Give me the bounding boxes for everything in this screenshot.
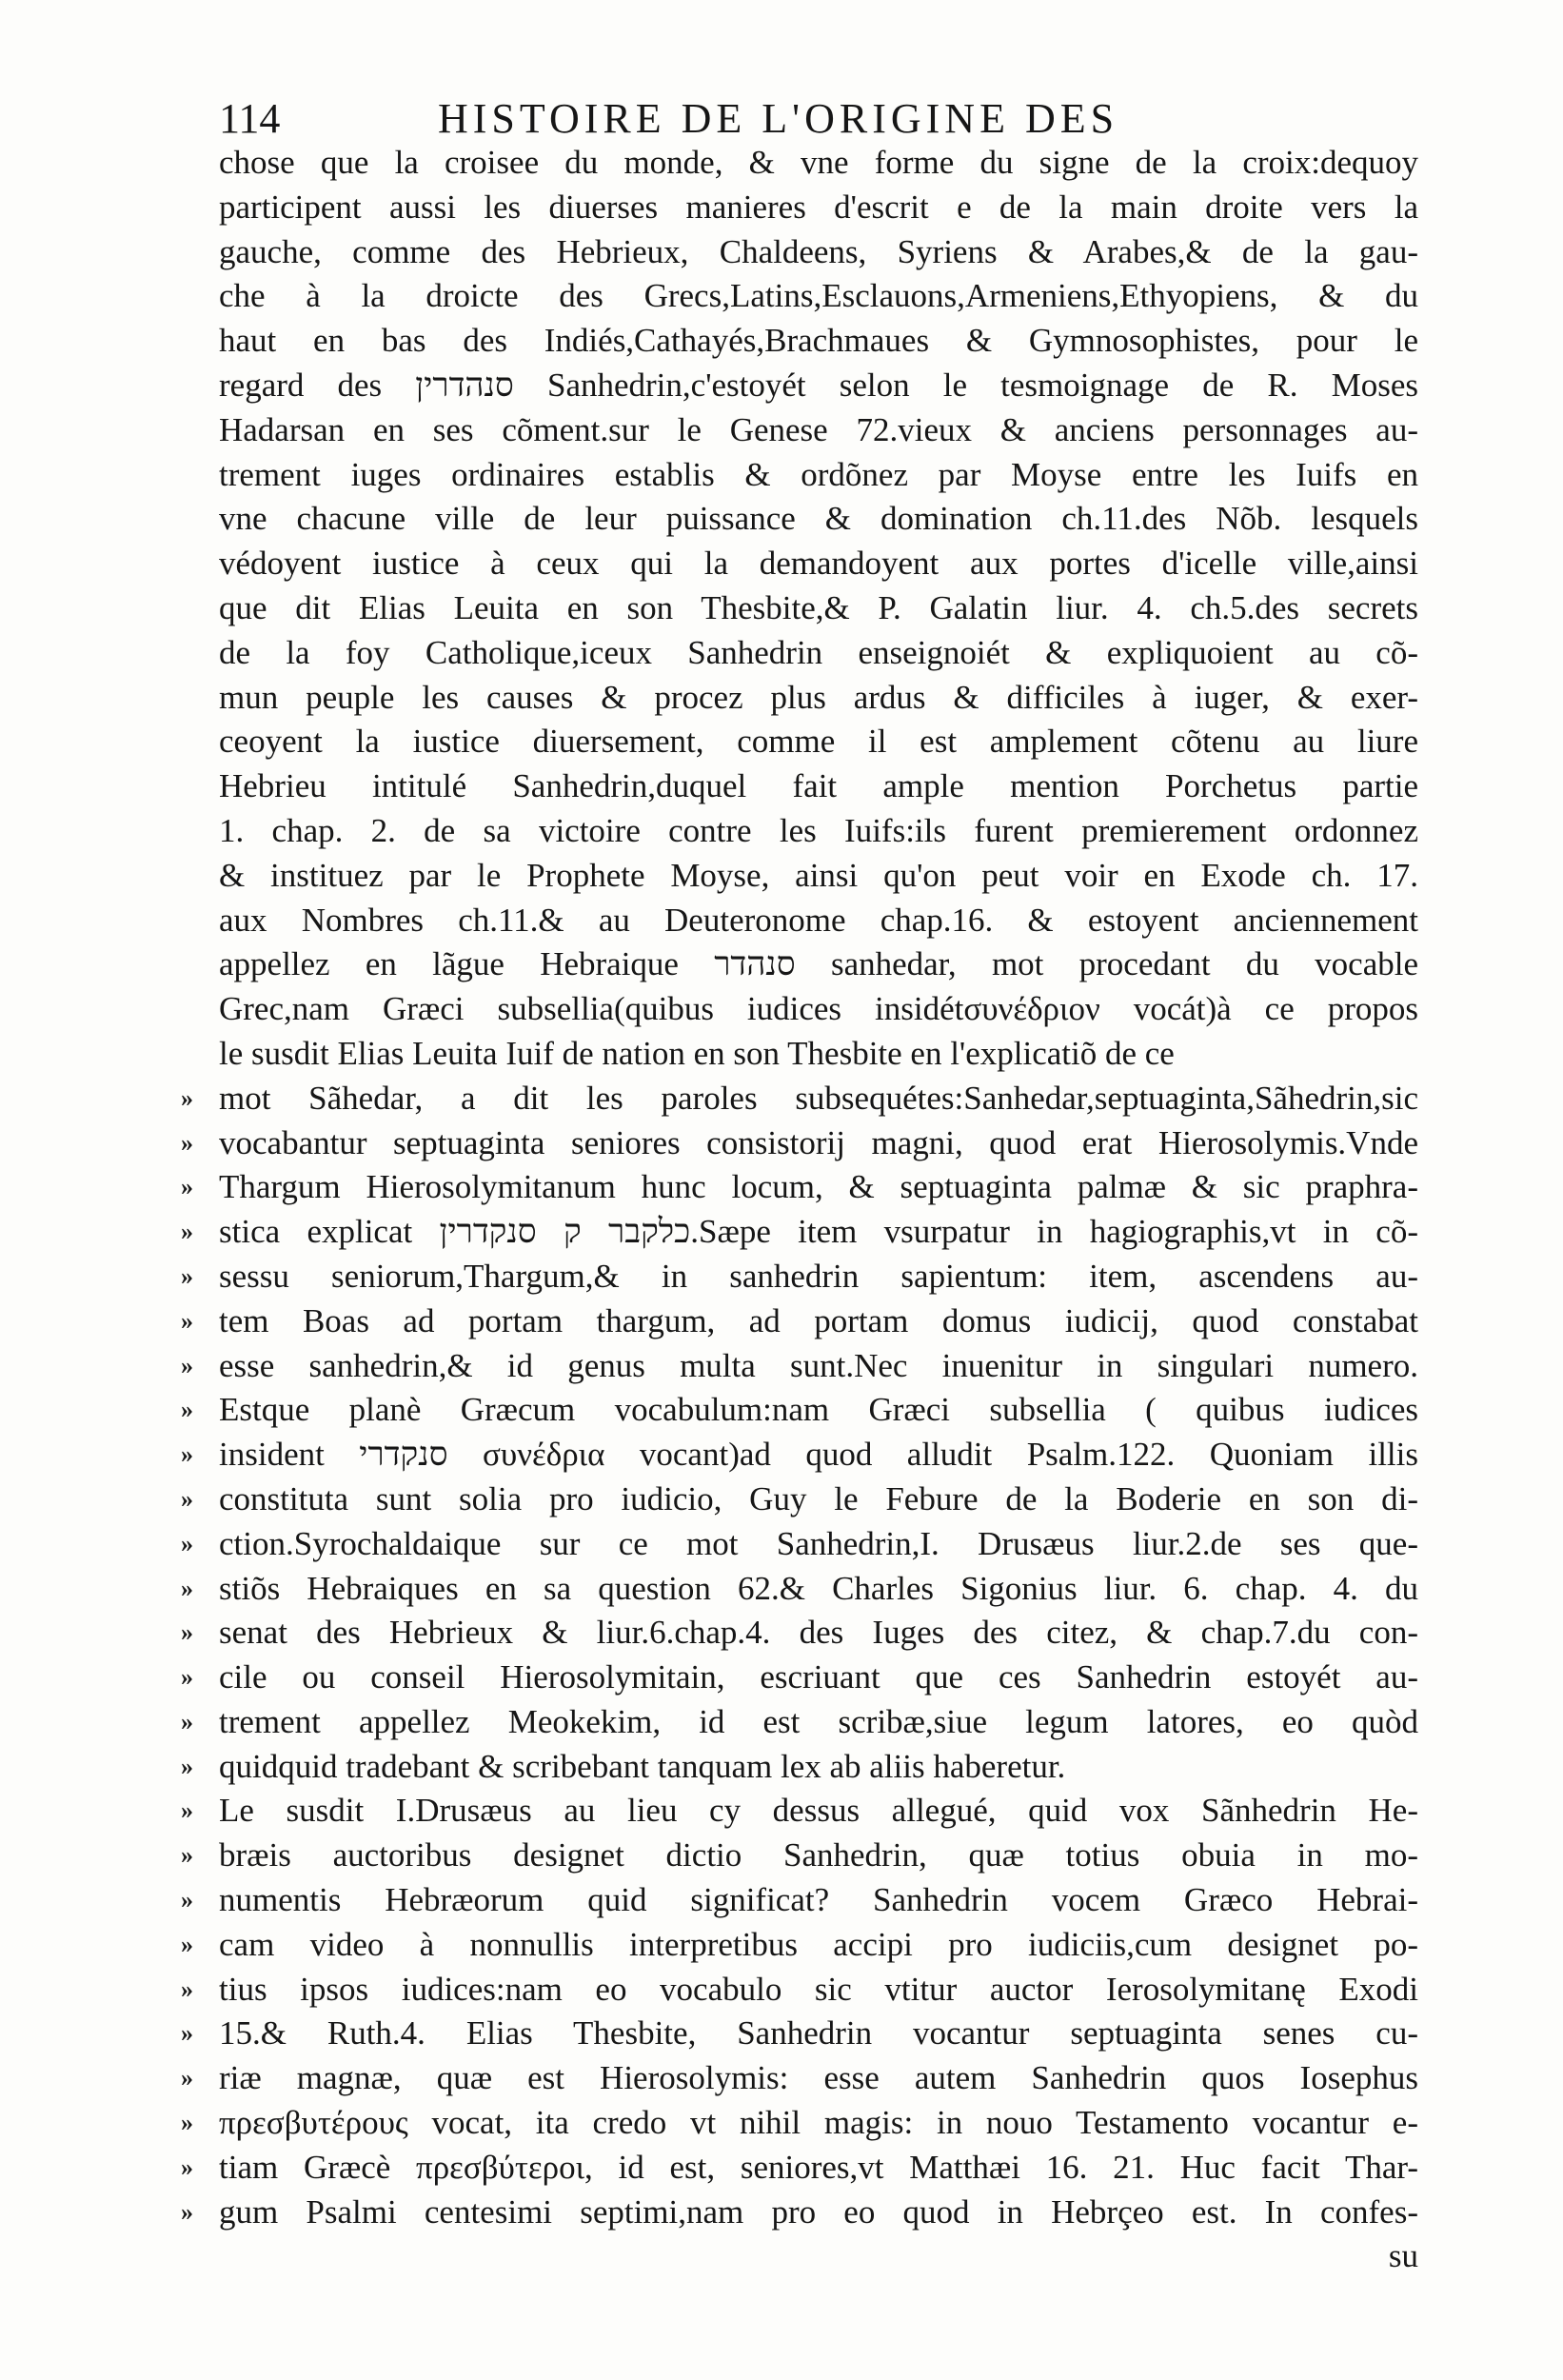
line-text: haut en bas des Indiés,Cathayés,Brachmaues & Gymnosophistes, pour le xyxy=(219,322,1418,360)
line-text: insident סנקדרי συνέδρια vocant)ad quod alludit Psalm.122. Quoniam illis xyxy=(219,1436,1418,1474)
quotation-mark: » xyxy=(181,1796,193,1825)
line-text: trement iuges ordinaires establis & ordõnez par Moyse entre les Iuifs en xyxy=(219,455,1418,493)
text-line xyxy=(162,319,1418,364)
quotation-mark: » xyxy=(181,1841,193,1870)
running-title: HISTOIRE DE L'ORIGINE DES xyxy=(438,95,1119,142)
quotation-mark: » xyxy=(181,2064,193,2092)
text-line xyxy=(162,586,1418,631)
line-text: tem Boas ad portam thargum, ad portam domus iudicij, quod constabat xyxy=(219,1301,1418,1339)
text-line xyxy=(162,453,1418,498)
text-line xyxy=(162,1478,1418,1522)
line-text: que dit Elias Leuita en son Thesbite,& P. Galatin liur. 4. ch.5.des secrets xyxy=(219,588,1418,626)
text-line xyxy=(162,1433,1418,1478)
text-line xyxy=(162,1745,1418,1790)
text-line xyxy=(162,1968,1418,2013)
text-line xyxy=(162,631,1418,676)
line-text: πρεσβυτέρους vocat, ita credo vt nihil magis: in nouo Testamento vocantur e- xyxy=(219,2104,1418,2142)
line-text: & instituez par le Prophete Moyse, ainsi qu'on peut voir en Exode ch. 17. xyxy=(219,856,1418,894)
text-line xyxy=(162,1611,1418,1656)
line-text: Hebrieu intitulé Sanhedrin,duquel fait ample mention Porchetus partie xyxy=(219,767,1418,805)
text-line xyxy=(162,2012,1418,2056)
line-text: védoyent iustice à ceux qui la demandoyent aux portes d'icelle ville,ainsi xyxy=(219,545,1418,583)
text-line xyxy=(162,899,1418,943)
text-line xyxy=(162,1878,1418,1923)
text-line xyxy=(162,676,1418,721)
line-text: constituta sunt solia pro iudicio, Guy le Febure de la Boderie en son di- xyxy=(219,1479,1418,1517)
line-text: ction.Syrochaldaique sur ce mot Sanhedrin,I. Drusæus liur.2.de ses que- xyxy=(219,1524,1418,1562)
text-line xyxy=(162,141,1418,186)
text-line xyxy=(162,942,1418,987)
quotation-mark: » xyxy=(181,1484,193,1513)
body-text xyxy=(162,141,1418,2279)
text-line xyxy=(162,230,1418,275)
line-text: 15.& Ruth.4. Elias Thesbite, Sanhedrin vocantur septuaginta senes cu- xyxy=(219,2014,1418,2053)
line-text: su xyxy=(1388,2237,1418,2275)
quotation-mark: » xyxy=(181,1396,193,1424)
text-line xyxy=(162,1255,1418,1299)
line-text: appellez en lãgue Hebraique סנהדר sanhedar, mot procedant du vocable xyxy=(219,945,1418,983)
line-text: tiam Græcè πρεσβύτεροι, id est, seniores,vt Matthæi 16. 21. Huc facit Thar- xyxy=(219,2148,1418,2186)
text-line xyxy=(162,1567,1418,1612)
text-line xyxy=(162,274,1418,319)
line-text: bræis auctoribus designet dictio Sanhedrin, quæ totius obuia in mo- xyxy=(219,1836,1418,1874)
line-text: esse sanhedrin,& id genus multa sunt.Nec inuenitur in singulari numero. xyxy=(219,1346,1418,1384)
line-text: Thargum Hierosolymitanum hunc locum, & septuaginta palmæ & sic praphra- xyxy=(219,1168,1418,1206)
quotation-mark: » xyxy=(181,1218,193,1246)
line-text: vocabantur septuaginta seniores consistorij magni, quod erat Hierosolymis.Vnde xyxy=(219,1123,1418,1161)
line-text: senat des Hebrieux & liur.6.chap.4. des Iuges des citez, & chap.7.du con- xyxy=(219,1614,1418,1652)
quotation-mark: » xyxy=(181,1306,193,1335)
line-text: Estque planè Græcum vocabulum:nam Græci subsellia ( quibus iudices xyxy=(219,1391,1418,1429)
text-line xyxy=(162,186,1418,230)
quotation-mark: » xyxy=(181,1083,193,1112)
quotation-mark: » xyxy=(181,1752,193,1780)
text-line xyxy=(162,1299,1418,1344)
line-text: quidquid tradebant & scribebant tanquam lex ab aliis haberetur. xyxy=(219,1747,1066,1785)
text-line xyxy=(162,854,1418,899)
running-head xyxy=(219,90,1218,148)
quotation-mark: » xyxy=(181,1618,193,1647)
catchword xyxy=(162,2234,1418,2279)
line-text: aux Nombres ch.11.& au Deuteronome chap.16. & estoyent anciennement xyxy=(219,901,1418,939)
line-text: stica explicat כלקבר ק סנקדרין.Sæpe item vsurpatur in hagiographis,vt in cõ- xyxy=(219,1213,1418,1251)
line-text: participent aussi les diuerses manieres d'escrit e de la main droite vers la xyxy=(219,188,1418,226)
text-line xyxy=(162,1789,1418,1834)
quotation-mark: » xyxy=(181,1351,193,1379)
quotation-mark: » xyxy=(181,1974,193,2003)
line-text: Hadarsan en ses cõment.sur le Genese 72.vieux & anciens personnages au- xyxy=(219,410,1418,448)
quotation-mark: » xyxy=(181,1707,193,1735)
line-text: che à la droicte des Grecs,Latins,Esclauons,Armeniens,Ethyopiens, & du xyxy=(219,277,1418,315)
quotation-mark: » xyxy=(181,2109,193,2137)
text-line xyxy=(162,1923,1418,1968)
text-line xyxy=(162,1210,1418,1255)
quotation-mark: » xyxy=(181,2019,193,2048)
line-text: stiõs Hebraiques en sa question 62.& Charles Sigonius liur. 6. chap. 4. du xyxy=(219,1569,1418,1607)
quotation-mark: » xyxy=(181,2152,193,2181)
line-text: Grec,nam Græci subsellia(quibus iudices insidétσυνέδριον vocát)à ce propos xyxy=(219,990,1418,1028)
text-line xyxy=(162,1165,1418,1210)
text-line xyxy=(162,1522,1418,1567)
quotation-mark: » xyxy=(181,1173,193,1201)
text-line xyxy=(162,1077,1418,1121)
text-line xyxy=(162,2101,1418,2146)
line-text: vne chacune ville de leur puissance & domination ch.11.des Nõb. lesquels xyxy=(219,500,1418,538)
text-line xyxy=(162,542,1418,586)
quotation-mark: » xyxy=(181,1261,193,1290)
text-line xyxy=(162,720,1418,764)
text-line xyxy=(162,2191,1418,2235)
text-line xyxy=(162,1388,1418,1433)
text-line xyxy=(162,1700,1418,1745)
line-text: regard des סנהדרין Sanhedrin,c'estoyét selon le tesmoignage de R. Moses xyxy=(219,366,1418,404)
text-line xyxy=(162,2146,1418,2191)
text-line xyxy=(162,364,1418,408)
line-text: riæ magnæ, quæ est Hierosolymis: esse autem Sanhedrin quos Iosephus xyxy=(219,2059,1418,2097)
text-line xyxy=(162,2056,1418,2101)
quotation-mark: » xyxy=(181,1529,193,1557)
text-line xyxy=(162,1121,1418,1166)
quotation-mark: » xyxy=(181,1663,193,1692)
line-text: cam video à nonnullis interpretibus accipi pro iudiciis,cum designet po- xyxy=(219,1925,1418,1963)
line-text: numentis Hebræorum quid significat? Sanhedrin vocem Græco Hebrai- xyxy=(219,1881,1418,1919)
line-text: mot Sãhedar, a dit les paroles subsequétes:Sanhedar,septuaginta,Sãhedrin,sic xyxy=(219,1079,1418,1117)
line-text: le susdit Elias Leuita Iuif de nation en son Thesbite en l'explicatiõ de ce xyxy=(219,1034,1175,1072)
line-text: cile ou conseil Hierosolymitain, escriuant que ces Sanhedrin estoyét au- xyxy=(219,1658,1418,1696)
line-text: de la foy Catholique,iceux Sanhedrin enseignoiét & expliquoient au cõ- xyxy=(219,633,1418,671)
text-line xyxy=(162,1344,1418,1389)
quotation-mark: » xyxy=(181,1440,193,1469)
quotation-mark: » xyxy=(181,1886,193,1914)
text-line xyxy=(162,764,1418,809)
line-text: tius ipsos iudices:nam eo vocabulo sic vtitur auctor Ierosolymitanę Exodi xyxy=(219,1970,1418,2008)
text-line xyxy=(162,1032,1418,1077)
line-text: trement appellez Meokekim, id est scribæ,siue legum latores, eo quòd xyxy=(219,1702,1418,1740)
line-text: Le susdit I.Drusæus au lieu cy dessus allegué, quid vox Sãnhedrin He- xyxy=(219,1792,1418,1830)
line-text: sessu seniorum,Thargum,& in sanhedrin sapientum: item, ascendens au- xyxy=(219,1257,1418,1295)
text-line xyxy=(162,809,1418,854)
quotation-mark: » xyxy=(181,1128,193,1157)
line-text: 1. chap. 2. de sa victoire contre les Iuifs:ils furent premierement ordonnez xyxy=(219,811,1418,849)
quotation-mark: » xyxy=(181,1574,193,1602)
text-line xyxy=(162,497,1418,542)
text-line xyxy=(162,987,1418,1032)
line-text: gum Psalmi centesimi septimi,nam pro eo quod in Hebrçeo est. In confes- xyxy=(219,2192,1418,2231)
line-text: mun peuple les causes & procez plus ardus & difficiles à iuger, & exer- xyxy=(219,678,1418,716)
text-line xyxy=(162,408,1418,453)
quotation-mark: » xyxy=(181,1930,193,1958)
text-line xyxy=(162,1834,1418,1878)
text-line xyxy=(162,1656,1418,1700)
line-text: gauche, comme des Hebrieux, Chaldeens, Syriens & Arabes,& de la gau- xyxy=(219,232,1418,270)
line-text: chose que la croisee du monde, & vne forme du signe de la croix:dequoy xyxy=(219,144,1418,181)
quotation-mark: » xyxy=(181,2197,193,2226)
line-text: ceoyent la iustice diuersement, comme il est amplement cõtenu au liure xyxy=(219,723,1418,761)
page-number: 114 xyxy=(219,95,281,142)
